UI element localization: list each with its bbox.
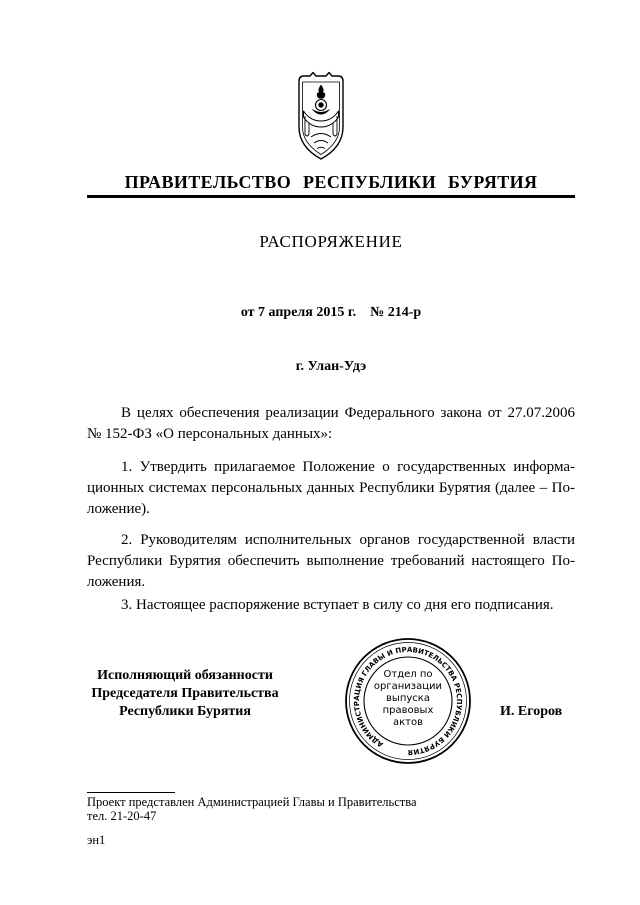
text-line: В целях обеспечения реализации Федерального закона от 27.07.2006 (121, 405, 575, 421)
signatory-position-line: Республики Бурятия (119, 704, 251, 719)
stamp-center-line: организации (373, 681, 443, 692)
signatory-name: И. Егоров (500, 704, 563, 719)
signatory-position (80, 667, 290, 721)
title-divider (87, 195, 575, 198)
signatory-position-line: Исполняющий обязанности (97, 668, 273, 683)
footnote-code: эн1 (87, 833, 106, 847)
official-stamp (343, 637, 473, 765)
preamble-paragraph (87, 403, 575, 445)
text-line: ложения. (87, 574, 146, 590)
stamp-center-line: правовых (382, 705, 434, 716)
text-line: 2. Руководителям исполнительных органов государственной власти (121, 532, 575, 548)
document-date: от 7 апреля 2015 г. (240, 305, 357, 320)
document-type: РАСПОРЯЖЕНИЕ (259, 232, 403, 251)
coat-of-arms-emblem (296, 71, 346, 161)
item-3-paragraph (87, 595, 575, 616)
date-number-line (87, 304, 575, 322)
text-line: Республики Бурятия обеспечить выполнение требований настоящего По- (87, 553, 575, 569)
signatory-position-line: Председателя Правительства (91, 686, 279, 701)
text-line: ложение). (87, 501, 150, 517)
stamp-center-line: актов (392, 717, 424, 728)
stamp-center-line: выпуска (386, 693, 430, 704)
footnote-phone: тел. 21-20-47 (87, 809, 157, 823)
stamp-ring-text: АДМИНИСТРАЦИЯ ГЛАВЫ И ПРАВИТЕЛЬСТВА РЕСПУБЛИКИ БУРЯТИЯ (352, 645, 464, 757)
document-city: г. Улан-Удэ (295, 359, 367, 374)
organization-title: ПРАВИТЕЛЬСТВО РЕСПУБЛИКИ БУРЯТИЯ (124, 172, 538, 192)
text-line: № 152-ФЗ «О персональных данных»: (87, 426, 333, 442)
stamp-center-line: Отдел по (383, 669, 433, 680)
footnote-author: Проект представлен Администрацией Главы и Правительства (87, 795, 417, 809)
footnote-divider (87, 792, 175, 793)
text-line: 1. Утвердить прилагаемое Положение о государственных информа- (121, 459, 575, 475)
text-line: 3. Настоящее распоряжение вступает в силу со дня его подписания. (121, 597, 554, 613)
item-1-paragraph (87, 457, 575, 520)
document-number: № 214-р (370, 305, 422, 320)
item-2-paragraph (87, 530, 575, 593)
text-line: ционных системах персональных данных Республики Бурятия (далее – По- (87, 480, 575, 496)
